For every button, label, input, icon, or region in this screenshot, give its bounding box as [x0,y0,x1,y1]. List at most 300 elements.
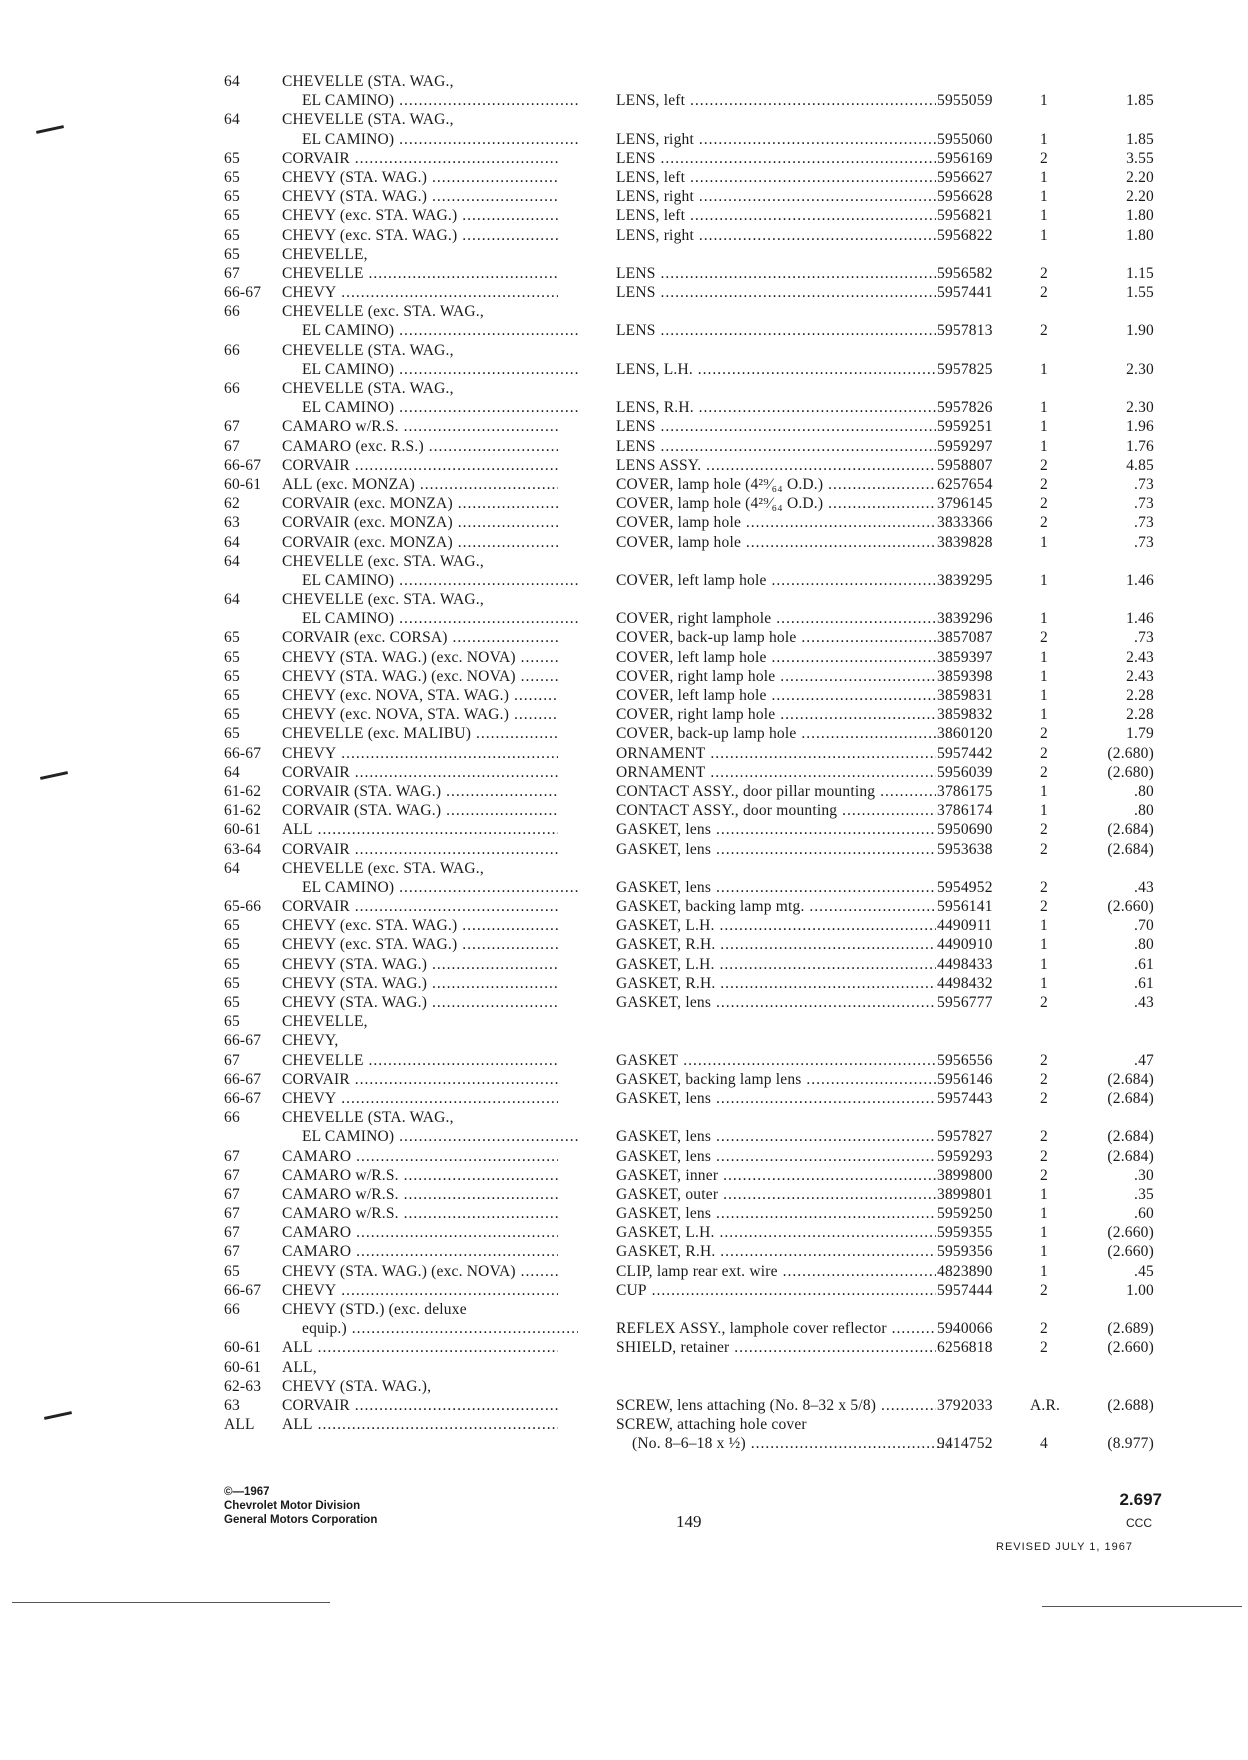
part-number: 5959297 [937,437,993,455]
part-number: 5957826 [937,399,993,417]
parts-row [224,302,1154,321]
part-number: 3857087 [937,629,993,647]
parts-row [224,935,1154,954]
parts-row [224,686,1154,705]
part-number: 3859832 [937,706,993,724]
model-name: CORVAIR (exc. MONZA) ..... [282,513,558,532]
quantity: 1 [1040,936,1048,954]
parts-row [224,417,1154,436]
model-years: 67 [224,1205,240,1223]
model-years: 66 [224,1109,240,1127]
model-name: CAMARO w/R.S. ..... [282,417,558,436]
model-name: CORVAIR (exc. MONZA) ..... [282,494,558,513]
price: (2.688) [1107,1396,1154,1414]
price: 1.79 [1126,725,1154,743]
price: (2.660) [1107,1339,1154,1357]
quantity: 1 [1040,571,1048,589]
parts-row [224,609,1154,628]
part-number: 4823890 [937,1262,993,1280]
quantity: 1 [1040,667,1048,685]
parts-row [224,1281,1154,1300]
model-name: CAMARO (exc. R.S.) ..... [282,437,558,456]
part-description: GASKET, outer ..... [616,1185,936,1204]
model-years: 65 [224,955,240,973]
parts-row [224,724,1154,743]
part-description: GASKET, lens ..... [616,1089,936,1108]
part-number: 4498432 [937,974,993,992]
model-name: EL CAMINO) ..... [302,571,578,590]
parts-row [224,226,1154,245]
quantity: 2 [1040,1281,1048,1299]
quantity: 2 [1040,495,1048,513]
quantity: 1 [1040,437,1048,455]
quantity: 2 [1040,1051,1048,1069]
part-description: ORNAMENT ..... [616,763,936,782]
quantity: 1 [1040,802,1048,820]
model-name: ALL, [282,1358,317,1376]
price: 1.80 [1126,226,1154,244]
model-years: 66 [224,1301,240,1318]
parts-row [224,782,1154,801]
model-years: 60-61 [224,821,262,839]
part-number: 5957444 [937,1281,993,1299]
model-name: CHEVY (STA. WAG.) (exc. NOVA) ..... [282,1262,558,1281]
quantity: 1 [1040,687,1048,704]
quantity: 1 [1040,706,1048,724]
model-name: EL CAMINO) ..... [302,321,578,340]
price: .61 [1134,974,1154,992]
part-description: GASKET, lens ..... [616,820,936,839]
part-description: (No. 8–6–18 x ½) ..... [632,1434,952,1453]
part-description: COVER, back-up lamp hole ..... [616,628,936,647]
parts-row [224,1434,1154,1453]
parts-row [224,628,1154,647]
price: 1.76 [1126,437,1154,455]
price: (2.660) [1107,1243,1154,1261]
quantity: 1 [1040,1205,1048,1223]
part-number: 3899801 [937,1185,993,1203]
parts-row [224,916,1154,935]
quantity: 2 [1040,149,1048,167]
model-name: CHEVY ..... [282,1089,558,1108]
quantity: 4 [1040,1435,1048,1453]
part-description: CONTACT ASSY., door mounting ..... [616,801,936,820]
model-name: EL CAMINO) ..... [302,398,578,417]
model-name: CHEVY (STA. WAG.) (exc. NOVA) ..... [282,667,558,686]
corporation-name: General Motors Corporation [224,1514,378,1526]
part-number: 5957827 [937,1128,993,1146]
part-description: GASKET, lens ..... [616,1147,936,1166]
scan-rule [1042,1606,1242,1607]
model-name: CORVAIR (exc. MONZA) ..... [282,533,558,552]
model-years: 65 [224,149,240,167]
parts-row [224,1108,1154,1127]
model-years: 65 [224,648,240,666]
price: 2.20 [1126,188,1154,206]
model-name: CAMARO w/R.S. ..... [282,1166,558,1185]
group-code: CCC [1126,1516,1152,1530]
parts-row [224,1300,1154,1319]
model-years: 66-67 [224,1032,262,1050]
price: 2.28 [1126,687,1154,704]
part-number: 3859831 [937,687,993,704]
scan-rule [12,1602,330,1603]
part-number: 5953638 [937,840,993,858]
model-years: 65 [224,188,240,206]
model-years: 65 [224,917,240,935]
part-description: REFLEX ASSY., lamphole cover reflector ..... [616,1319,936,1338]
parts-row [224,245,1154,264]
model-name: CHEVY (exc. NOVA, STA. WAG.) ..... [282,686,558,705]
model-name: CORVAIR (STA. WAG.) ..... [282,801,558,820]
parts-row [224,1262,1154,1281]
quantity: 2 [1040,475,1048,493]
part-description: GASKET, lens ..... [616,993,936,1012]
parts-row [224,552,1154,571]
part-description: GASKET, lens ..... [616,1127,936,1146]
part-number: 5956627 [937,168,993,186]
part-number: 3859398 [937,667,993,685]
parts-row [224,1147,1154,1166]
model-years: 64 [224,552,240,570]
model-name: CHEVY (exc. STA. WAG.) ..... [282,916,558,935]
part-description: COVER, lamp hole ..... [616,513,936,532]
price: .80 [1134,936,1154,954]
price: 1.90 [1126,322,1154,340]
quantity: 2 [1040,1089,1048,1107]
model-years: 64 [224,763,240,781]
part-number: 5957442 [937,744,993,762]
part-description: GASKET, L.H. ..... [616,916,936,935]
parts-row [224,840,1154,859]
price: (2.680) [1107,744,1154,762]
part-description: COVER, back-up lamp hole ..... [616,724,936,743]
model-years: ALL [224,1416,255,1434]
model-name: CHEVY (STA. WAG.) (exc. NOVA) ..... [282,648,558,667]
parts-row [224,1185,1154,1204]
model-name: CHEVY (exc. STA. WAG.) ..... [282,935,558,954]
parts-row [224,187,1154,206]
model-years: 64 [224,859,240,877]
parts-row [224,1089,1154,1108]
part-description: LENS, right ..... [616,130,936,149]
part-number: 5958807 [937,456,993,474]
price: (2.660) [1107,1224,1154,1242]
model-years: 64 [224,73,240,90]
model-name: CORVAIR ..... [282,897,558,916]
model-name: CHEVELLE (STA. WAG., [282,111,454,129]
model-years: 67 [224,437,240,455]
price: 1.55 [1126,284,1154,302]
model-years: 64 [224,533,240,551]
part-description: LENS ..... [616,417,936,436]
price: 1.00 [1126,1281,1154,1299]
part-description: COVER, lamp hole (4²⁹⁄₆₄ O.D.) ..... [616,494,936,513]
part-number: 3833366 [937,514,993,532]
parts-row [224,206,1154,225]
part-number: 3839295 [937,571,993,589]
quantity: 2 [1040,840,1048,858]
model-years: 64 [224,591,240,609]
part-description: GASKET, R.H. ..... [616,1242,936,1261]
part-description: GASKET ..... [616,1051,936,1070]
model-name: CORVAIR ..... [282,763,558,782]
model-years: 67 [224,264,240,282]
quantity: 1 [1040,533,1048,551]
part-number: 5956146 [937,1070,993,1088]
parts-row [224,321,1154,340]
price: 4.85 [1126,456,1154,474]
part-number: 6256818 [937,1339,993,1357]
part-description: LENS ..... [616,437,936,456]
quantity: 1 [1040,782,1048,800]
part-number: 3839828 [937,533,993,551]
model-years: 65 [224,168,240,186]
price: .43 [1134,994,1154,1011]
parts-row [224,648,1154,667]
model-name: CHEVY (STA. WAG.) ..... [282,187,558,206]
quantity: 2 [1040,264,1048,282]
part-number: 4490910 [937,936,993,954]
model-years: 67 [224,1224,240,1242]
part-description: LENS, right ..... [616,187,936,206]
part-number: 3792033 [937,1396,993,1414]
model-name: ALL ..... [282,820,558,839]
quantity: 2 [1040,1166,1048,1184]
parts-row [224,283,1154,302]
price: 1.85 [1126,130,1154,148]
price: 2.28 [1126,706,1154,724]
parts-row [224,667,1154,686]
part-description: COVER, left lamp hole ..... [616,571,936,590]
model-years: 65 [224,687,240,704]
model-name: CHEVELLE (exc. STA. WAG., [282,303,484,321]
model-years: 66-67 [224,1089,262,1107]
part-description: COVER, right lamp hole ..... [616,705,936,724]
part-description: COVER, lamp hole ..... [616,533,936,552]
parts-row [224,513,1154,532]
part-description: COVER, lamp hole (4²⁹⁄₆₄ O.D.) ..... [616,475,936,494]
model-years: 65 [224,207,240,225]
model-name: CHEVELLE (exc. STA. WAG., [282,552,484,570]
model-years: 65 [224,706,240,724]
price: 2.20 [1126,168,1154,186]
part-description: SHIELD, retainer ..... [616,1338,936,1357]
part-number: 5950690 [937,821,993,839]
quantity: 1 [1040,648,1048,666]
model-years: 67 [224,1147,240,1165]
part-description: GASKET, lens ..... [616,840,936,859]
price: 3.55 [1126,149,1154,167]
part-description: GASKET, L.H. ..... [616,1223,936,1242]
model-name: CHEVY (STD.) (exc. deluxe [282,1301,467,1318]
part-description: SCREW, attaching hole cover [616,1416,807,1434]
parts-row [224,110,1154,129]
parts-row [224,571,1154,590]
model-years: 66 [224,341,240,359]
model-name: CHEVY ..... [282,283,558,302]
quantity: 1 [1040,92,1048,110]
price: .45 [1134,1262,1154,1280]
part-description: GASKET, R.H. ..... [616,974,936,993]
parts-row [224,1070,1154,1089]
part-number: 5956169 [937,149,993,167]
price: .70 [1134,917,1154,935]
model-name: CHEVELLE (exc. STA. WAG., [282,859,484,877]
model-years: 67 [224,418,240,436]
model-name: CHEVY (STA. WAG.) ..... [282,168,558,187]
parts-row [224,1338,1154,1357]
model-name: CORVAIR ..... [282,456,558,475]
part-number: 3860120 [937,725,993,743]
model-name: EL CAMINO) ..... [302,609,578,628]
model-name: CORVAIR ..... [282,840,558,859]
model-name: CAMARO w/R.S. ..... [282,1185,558,1204]
model-name: ALL ..... [282,1415,558,1434]
part-number: 5940066 [937,1320,993,1338]
part-number: 5959251 [937,418,993,436]
model-name: CHEVY (STA. WAG.) ..... [282,993,558,1012]
part-number: 5959250 [937,1205,993,1223]
part-description: COVER, right lamp hole ..... [616,667,936,686]
model-name: CHEVY (STA. WAG.), [282,1377,432,1395]
copyright: ©—1967 [224,1486,270,1498]
model-name: CHEVY (STA. WAG.) ..... [282,974,558,993]
price: .35 [1134,1185,1154,1203]
model-name: CAMARO ..... [282,1242,558,1261]
group-number: 2.697 [1119,1490,1162,1509]
parts-row [224,744,1154,763]
model-years: 65-66 [224,898,262,916]
price: 2.30 [1126,360,1154,378]
model-years: 65 [224,1013,240,1031]
part-number: 5956628 [937,188,993,206]
model-years: 65 [224,725,240,743]
model-years: 63 [224,514,240,532]
parts-row [224,1127,1154,1146]
model-years: 66 [224,303,240,321]
price: 2.43 [1126,648,1154,666]
price: (2.684) [1107,821,1154,839]
model-years: 61-62 [224,802,262,820]
quantity: 2 [1040,1339,1048,1357]
part-description: LENS, L.H. ..... [616,360,936,379]
quantity: 1 [1040,974,1048,992]
part-number: 5956582 [937,264,993,282]
quantity: 2 [1040,322,1048,340]
model-name: EL CAMINO) ..... [302,360,578,379]
part-description: LENS, left ..... [616,206,936,225]
parts-row [224,897,1154,916]
model-name: CORVAIR (exc. CORSA) ..... [282,628,558,647]
model-years: 65 [224,994,240,1011]
parts-row [224,456,1154,475]
quantity: 1 [1040,955,1048,973]
model-years: 66-67 [224,1070,262,1088]
price: 2.43 [1126,667,1154,685]
model-name: CHEVY (exc. STA. WAG.) ..... [282,226,558,245]
parts-row [224,1319,1154,1338]
quantity: 1 [1040,207,1048,225]
part-description: GASKET, lens ..... [616,1204,936,1223]
model-years: 65 [224,245,240,263]
price: .73 [1134,495,1154,513]
price: (2.684) [1107,1147,1154,1165]
quantity: 2 [1040,878,1048,896]
part-number: 5956556 [937,1051,993,1069]
model-name: CHEVELLE (STA. WAG., [282,1109,454,1127]
quantity: 2 [1040,821,1048,839]
part-description: LENS ASSY. ..... [616,456,936,475]
part-description: CONTACT ASSY., door pillar mounting ..... [616,782,936,801]
price: (2.684) [1107,1128,1154,1146]
parts-row [224,955,1154,974]
parts-row [224,168,1154,187]
part-description: CLIP, lamp rear ext. wire ..... [616,1262,936,1281]
part-number: 5956039 [937,763,993,781]
quantity: 1 [1040,917,1048,935]
part-description: ORNAMENT ..... [616,744,936,763]
price: .43 [1134,878,1154,896]
parts-row [224,533,1154,552]
quantity: 1 [1040,1185,1048,1203]
part-number: 5959356 [937,1243,993,1261]
part-description: COVER, right lamphole ..... [616,609,936,628]
model-years: 66-67 [224,284,262,302]
parts-row [224,91,1154,110]
page-number: 149 [676,1512,702,1531]
model-name: CORVAIR ..... [282,149,558,168]
price: 2.30 [1126,399,1154,417]
part-number: 5959355 [937,1224,993,1242]
quantity: 1 [1040,360,1048,378]
price: (8.977) [1107,1435,1154,1453]
part-description: LENS ..... [616,283,936,302]
part-number: 5956777 [937,994,993,1011]
scan-mark [40,771,68,780]
quantity: 1 [1040,399,1048,417]
price: .73 [1134,533,1154,551]
quantity: 2 [1040,1147,1048,1165]
quantity: 2 [1040,744,1048,762]
quantity: 1 [1040,1243,1048,1261]
quantity: 2 [1040,763,1048,781]
quantity: 2 [1040,456,1048,474]
parts-row [224,494,1154,513]
price: (2.684) [1107,1070,1154,1088]
part-number: 5955059 [937,92,993,110]
quantity: 1 [1040,1224,1048,1242]
part-number: 3786174 [937,802,993,820]
quantity: 2 [1040,898,1048,916]
quantity: 2 [1040,1128,1048,1146]
model-name: CHEVELLE (exc. MALIBU) ..... [282,724,558,743]
part-description: GASKET, lens ..... [616,878,936,897]
parts-row [224,1242,1154,1261]
model-name: ALL ..... [282,1338,558,1357]
price: 1.96 [1126,418,1154,436]
parts-row [224,801,1154,820]
scan-mark [44,1411,72,1420]
quantity: 2 [1040,1320,1048,1338]
part-number: 4490911 [937,917,993,935]
model-years: 65 [224,1262,240,1280]
part-number: 5956822 [937,226,993,244]
quantity: 2 [1040,1070,1048,1088]
model-years: 66-67 [224,456,262,474]
quantity: 1 [1040,418,1048,436]
model-name: CHEVY ..... [282,1281,558,1300]
